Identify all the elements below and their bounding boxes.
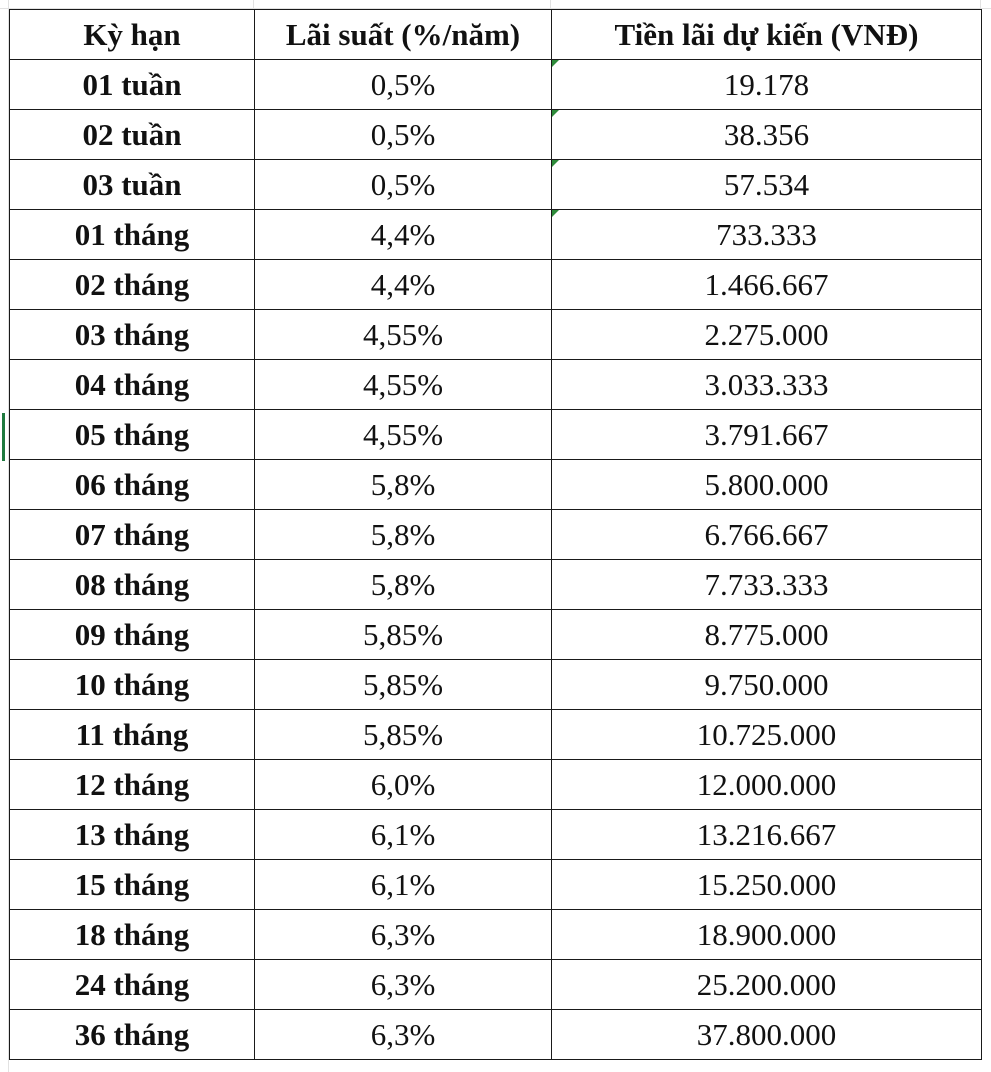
term-cell-value: 01 tuần [82, 67, 182, 102]
term-cell[interactable] [10, 360, 255, 410]
rate-cell-value: 4,55% [362, 417, 444, 452]
interest-cell-value: 3.033.333 [704, 367, 829, 402]
rate-cell[interactable] [255, 60, 552, 110]
interest-cell[interactable] [552, 560, 982, 610]
term-cell-value: 06 tháng [74, 467, 190, 502]
rate-cell[interactable] [255, 360, 552, 410]
term-cell-value: 07 tháng [74, 517, 190, 552]
term-cell[interactable] [10, 310, 255, 360]
term-cell[interactable] [10, 660, 255, 710]
term-cell-value: 13 tháng [74, 817, 190, 852]
term-cell[interactable] [10, 460, 255, 510]
table-row [10, 260, 982, 310]
interest-cell[interactable] [552, 210, 982, 260]
term-cell-value: 11 tháng [75, 717, 189, 752]
term-cell-value: 36 tháng [74, 1017, 190, 1052]
term-cell[interactable] [10, 160, 255, 210]
rate-cell[interactable] [255, 260, 552, 310]
interest-cell[interactable] [552, 310, 982, 360]
rate-cell-value: 5,85% [362, 667, 444, 702]
interest-cell[interactable] [552, 660, 982, 710]
gridline-top-cell [254, 0, 551, 8]
rate-cell[interactable] [255, 810, 552, 860]
interest-cell[interactable] [552, 910, 982, 960]
interest-cell-value: 8.775.000 [704, 617, 829, 652]
interest-cell[interactable] [552, 360, 982, 410]
table-row [10, 660, 982, 710]
table-row [10, 860, 982, 910]
rate-cell-value: 6,0% [370, 767, 436, 802]
rate-cell[interactable] [255, 560, 552, 610]
table-row [10, 510, 982, 560]
term-cell-value: 24 tháng [74, 967, 190, 1002]
interest-cell-value: 12.000.000 [696, 767, 837, 802]
interest-cell[interactable] [552, 110, 982, 160]
rate-cell-value: 6,1% [370, 817, 436, 852]
table-row [10, 710, 982, 760]
rate-cell-value: 6,1% [370, 867, 436, 902]
error-indicator-icon[interactable] [552, 160, 559, 167]
term-cell-value: 12 tháng [74, 767, 190, 802]
rate-cell-value: 5,8% [370, 467, 436, 502]
term-cell-value: 09 tháng [74, 617, 190, 652]
term-cell[interactable] [10, 910, 255, 960]
interest-cell-value: 5.800.000 [704, 467, 829, 502]
term-cell-value: 02 tuần [82, 117, 182, 152]
term-cell[interactable] [10, 60, 255, 110]
rate-cell[interactable] [255, 210, 552, 260]
interest-cell-value: 18.900.000 [696, 917, 837, 952]
table-row [10, 110, 982, 160]
gridline-top-cell [551, 0, 981, 8]
table-row [10, 760, 982, 810]
cell-selection-marker [2, 413, 5, 461]
term-cell-value: 15 tháng [74, 867, 190, 902]
term-cell-value: 08 tháng [74, 567, 190, 602]
table-row [10, 410, 982, 460]
gridline-top-cell [9, 0, 254, 8]
interest-cell-value: 38.356 [723, 117, 810, 152]
interest-cell[interactable] [552, 810, 982, 860]
term-cell[interactable] [10, 960, 255, 1010]
interest-cell-value: 1.466.667 [704, 267, 829, 302]
interest-cell[interactable] [552, 610, 982, 660]
table-row [10, 310, 982, 360]
header-row [10, 10, 982, 60]
interest-cell[interactable] [552, 410, 982, 460]
term-cell-value: 02 tháng [74, 267, 190, 302]
header-rate[interactable]: Lãi suất (%/năm) [255, 10, 552, 60]
rate-cell[interactable] [255, 760, 552, 810]
interest-rate-table [9, 9, 982, 1060]
rate-cell-value: 0,5% [370, 67, 436, 102]
term-cell-value: 03 tuần [82, 167, 182, 202]
rate-cell-value: 0,5% [370, 117, 436, 152]
interest-cell[interactable] [552, 960, 982, 1010]
rate-cell-value: 6,3% [370, 1017, 436, 1052]
rate-cell[interactable] [255, 1010, 552, 1060]
term-cell-value: 05 tháng [74, 417, 190, 452]
term-cell[interactable] [10, 510, 255, 560]
interest-cell-value: 15.250.000 [696, 867, 837, 902]
term-cell[interactable] [10, 260, 255, 310]
interest-cell[interactable] [552, 710, 982, 760]
interest-cell-value: 13.216.667 [696, 817, 837, 852]
interest-cell-value: 3.791.667 [704, 417, 829, 452]
table-row [10, 560, 982, 610]
rate-cell-value: 5,85% [362, 717, 444, 752]
interest-cell[interactable] [552, 1010, 982, 1060]
rate-cell[interactable] [255, 160, 552, 210]
rate-cell-value: 0,5% [370, 167, 436, 202]
term-cell[interactable] [10, 810, 255, 860]
gridline-left-column [0, 0, 9, 1072]
interest-cell-value: 25.200.000 [696, 967, 837, 1002]
error-indicator-icon[interactable] [552, 60, 559, 67]
rate-cell[interactable] [255, 610, 552, 660]
error-indicator-icon[interactable] [552, 110, 559, 117]
rate-cell[interactable] [255, 110, 552, 160]
rate-cell[interactable] [255, 460, 552, 510]
rate-cell[interactable] [255, 960, 552, 1010]
term-cell[interactable] [10, 610, 255, 660]
table-row [10, 60, 982, 110]
interest-cell[interactable] [552, 260, 982, 310]
term-cell-value: 03 tháng [74, 317, 190, 352]
term-cell-value: 18 tháng [74, 917, 190, 952]
interest-cell-value: 37.800.000 [696, 1017, 837, 1052]
error-indicator-icon[interactable] [552, 210, 559, 217]
term-cell[interactable] [10, 210, 255, 260]
rate-cell-value: 4,55% [362, 317, 444, 352]
term-cell[interactable] [10, 860, 255, 910]
table-row [10, 460, 982, 510]
interest-cell[interactable] [552, 160, 982, 210]
header-interest[interactable]: Tiền lãi dự kiến (VNĐ) [552, 10, 982, 60]
interest-cell-value: 9.750.000 [704, 667, 829, 702]
header-term[interactable]: Kỳ hạn [10, 10, 255, 60]
table-row [10, 160, 982, 210]
interest-cell-value: 2.275.000 [704, 317, 829, 352]
term-cell[interactable] [10, 560, 255, 610]
table-row [10, 360, 982, 410]
rate-cell-value: 4,4% [370, 267, 436, 302]
term-cell[interactable] [10, 110, 255, 160]
term-cell-value: 10 tháng [74, 667, 190, 702]
rate-cell-value: 6,3% [370, 917, 436, 952]
interest-cell-value: 733.333 [716, 217, 817, 252]
term-cell[interactable] [10, 1010, 255, 1060]
term-cell[interactable] [10, 710, 255, 760]
interest-cell-value: 6.766.667 [704, 517, 829, 552]
table-row [10, 610, 982, 660]
term-cell[interactable] [10, 410, 255, 460]
term-cell[interactable] [10, 760, 255, 810]
rate-cell-value: 5,8% [370, 517, 436, 552]
interest-cell-value: 10.725.000 [696, 717, 837, 752]
interest-cell[interactable] [552, 460, 982, 510]
rate-cell-value: 6,3% [370, 967, 436, 1002]
interest-cell[interactable] [552, 510, 982, 560]
rate-cell-value: 5,8% [370, 567, 436, 602]
rate-cell[interactable] [255, 860, 552, 910]
interest-cell-value: 57.534 [723, 167, 810, 202]
interest-cell[interactable] [552, 760, 982, 810]
interest-cell[interactable] [552, 860, 982, 910]
table-row [10, 910, 982, 960]
interest-cell[interactable] [552, 60, 982, 110]
interest-cell-value: 19.178 [723, 67, 810, 102]
rate-cell-value: 4,55% [362, 367, 444, 402]
term-cell-value: 04 tháng [74, 367, 190, 402]
table-row [10, 810, 982, 860]
term-cell-value: 01 tháng [74, 217, 190, 252]
rate-cell[interactable] [255, 660, 552, 710]
rate-cell-value: 4,4% [370, 217, 436, 252]
rate-cell[interactable] [255, 410, 552, 460]
rate-cell[interactable] [255, 710, 552, 760]
rate-cell[interactable] [255, 910, 552, 960]
table-row [10, 960, 982, 1010]
interest-cell-value: 7.733.333 [704, 567, 829, 602]
rate-cell-value: 5,85% [362, 617, 444, 652]
rate-cell[interactable] [255, 510, 552, 560]
rate-cell[interactable] [255, 310, 552, 360]
table-row [10, 1010, 982, 1060]
table-row [10, 210, 982, 260]
